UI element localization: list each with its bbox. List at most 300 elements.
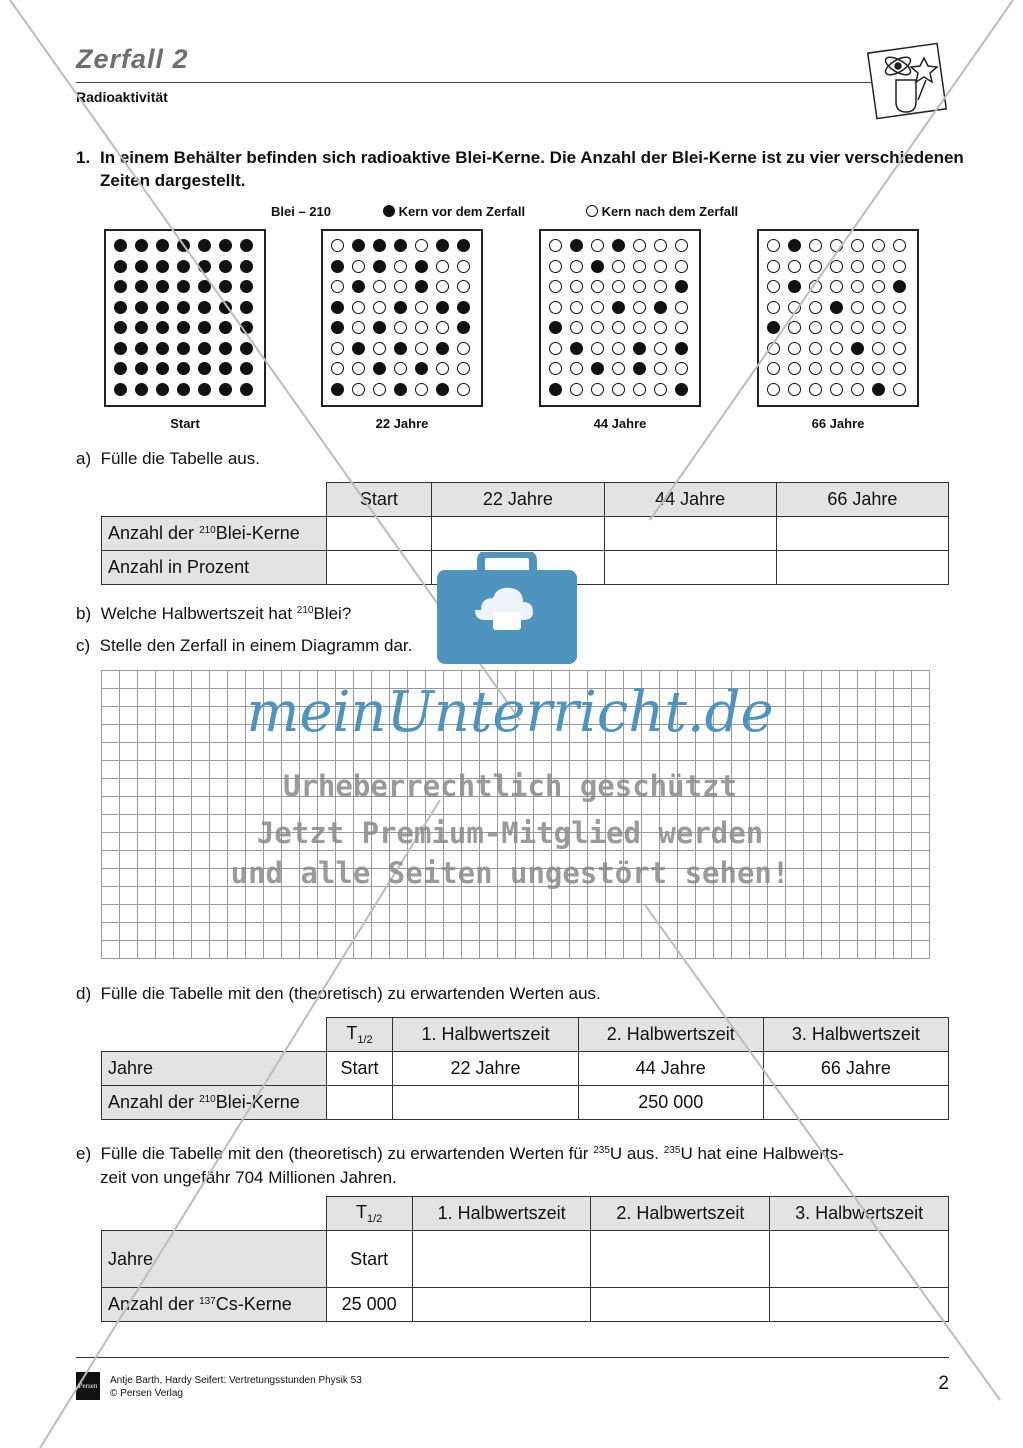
answer-cell[interactable] (604, 551, 776, 585)
table-d-row-label (102, 1086, 327, 1120)
answer-cell[interactable] (770, 1288, 949, 1322)
task-d-label: d) (76, 984, 92, 1003)
nucleus-empty (457, 260, 470, 273)
nucleus-filled (394, 342, 407, 355)
empty-dot-icon (586, 205, 598, 217)
nucleus-filled (219, 342, 232, 355)
nucleus-filled (331, 321, 344, 334)
row-label-prefix: Anzahl der (108, 523, 200, 543)
header-rule (76, 82, 876, 83)
task-c-label: c) (76, 636, 91, 655)
nucleus-empty (612, 383, 625, 396)
nucleus-filled (114, 260, 127, 273)
nucleus-empty (767, 239, 780, 252)
nucleus-filled (240, 383, 253, 396)
nucleus-empty (457, 280, 470, 293)
nucleus-filled (872, 383, 885, 396)
nucleus-filled (675, 342, 688, 355)
nucleus-filled (851, 342, 864, 355)
watermark-line3: und alle Seiten ungestört sehen! (230, 856, 790, 890)
nucleus-empty (633, 301, 646, 314)
legend-element: Blei – 210 (271, 204, 331, 219)
nucleus-empty (872, 280, 885, 293)
nucleus-empty (549, 280, 562, 293)
nucleus-empty (549, 362, 562, 375)
footer-credits (110, 1374, 362, 1400)
task-a-label: a) (76, 449, 92, 468)
nucleus-filled (331, 301, 344, 314)
nucleus-empty (331, 239, 344, 252)
nucleus-empty (654, 383, 667, 396)
table-a-header: 66 Jahre (776, 483, 948, 517)
nucleus-empty (394, 260, 407, 273)
nucleus-filled (135, 239, 148, 252)
table-d-cell: 250 000 (578, 1086, 763, 1120)
nucleus-filled (219, 362, 232, 375)
nucleus-filled (198, 280, 211, 293)
nucleus-filled (135, 362, 148, 375)
nucleus-filled (156, 260, 169, 273)
nucleus-filled (135, 321, 148, 334)
task-e-text-line2: zeit von ungefähr 704 Millionen Jahren. (100, 1168, 397, 1187)
nucleus-filled (436, 342, 449, 355)
nucleus-empty (893, 260, 906, 273)
t-subscript: 1/2 (366, 1213, 383, 1225)
nucleus-filled (240, 301, 253, 314)
nucleus-empty (436, 362, 449, 375)
table-d-header-t-half (326, 1018, 393, 1052)
nucleus-filled (373, 260, 386, 273)
nucleus-filled (114, 362, 127, 375)
nucleus-filled (240, 239, 253, 252)
nucleus-empty (830, 383, 843, 396)
nucleus-filled (240, 362, 253, 375)
answer-cell[interactable] (763, 1086, 948, 1120)
table-d-header: 3. Halbwertszeit (763, 1018, 948, 1052)
nucleus-empty (767, 280, 780, 293)
nucleus-empty (675, 321, 688, 334)
table-e-header: 2. Halbwertszeit (591, 1197, 770, 1231)
nucleus-empty (830, 239, 843, 252)
nucleus-grid-44 (539, 229, 701, 407)
nucleus-empty (788, 301, 801, 314)
table-a-header: 22 Jahre (432, 483, 604, 517)
nucleus-empty (570, 362, 583, 375)
nucleus-empty (893, 342, 906, 355)
nucleus-filled (177, 383, 190, 396)
nucleus-filled (457, 321, 470, 334)
table-a-header: 44 Jahre (604, 483, 776, 517)
nucleus-empty (830, 321, 843, 334)
nucleus-empty (633, 383, 646, 396)
worksheet-subtitle: Radioaktivität (76, 89, 168, 105)
task-b-text: Welche Halbwertszeit hat (100, 604, 297, 623)
table-e-header: 1. Halbwertszeit (412, 1197, 591, 1231)
task-1-number: 1. (76, 148, 91, 167)
nucleus-empty (675, 260, 688, 273)
legend-empty-label: Kern nach dem Zerfall (601, 204, 739, 219)
nucleus-empty (352, 362, 365, 375)
task-e-text: U aus. (609, 1144, 664, 1163)
answer-cell[interactable] (326, 551, 432, 585)
nucleus-empty (809, 280, 822, 293)
isotope-superscript: 210 (199, 1094, 216, 1105)
nucleus-grid-66 (757, 229, 919, 407)
nucleus-empty (809, 342, 822, 355)
t-symbol: T (355, 1202, 367, 1222)
nucleus-filled (394, 239, 407, 252)
nucleus-filled (135, 260, 148, 273)
table-d-header: 1. Halbwertszeit (393, 1018, 578, 1052)
answer-cell[interactable] (604, 517, 776, 551)
nucleus-filled (114, 383, 127, 396)
watermark-line1: Urheberrechtlich geschützt (283, 769, 737, 803)
nucleus-empty (591, 383, 604, 396)
nucleus-empty (352, 321, 365, 334)
nucleus-filled (549, 321, 562, 334)
nucleus-filled (394, 301, 407, 314)
nucleus-filled (114, 342, 127, 355)
table-a-row-label: Anzahl in Prozent (102, 551, 327, 585)
nucleus-filled (156, 342, 169, 355)
nucleus-filled (675, 280, 688, 293)
nucleus-empty (612, 280, 625, 293)
answer-cell[interactable] (776, 517, 948, 551)
nucleus-filled (219, 260, 232, 273)
nucleus-empty (331, 362, 344, 375)
nucleus-empty (809, 383, 822, 396)
nucleus-filled (135, 280, 148, 293)
nucleus-empty (591, 321, 604, 334)
nucleus-filled (156, 301, 169, 314)
nucleus-filled (219, 321, 232, 334)
nucleus-empty (549, 260, 562, 273)
task-e-text: U hat eine Halbwerts- (680, 1144, 844, 1163)
nucleus-empty (457, 342, 470, 355)
nucleus-filled (198, 362, 211, 375)
nucleus-empty (830, 362, 843, 375)
nucleus-empty (893, 239, 906, 252)
nucleus-filled (373, 362, 386, 375)
nucleus-empty (633, 321, 646, 334)
nucleus-empty (788, 321, 801, 334)
nucleus-empty (394, 280, 407, 293)
row-label-suffix: Blei-Kerne (215, 1092, 300, 1112)
task-b-label: b) (76, 604, 92, 623)
nucleus-filled (177, 342, 190, 355)
nucleus-filled (240, 280, 253, 293)
nucleus-empty (830, 342, 843, 355)
task-d (76, 984, 601, 1004)
answer-cell[interactable] (412, 1288, 591, 1322)
nucleus-empty (872, 301, 885, 314)
table-d-header: 2. Halbwertszeit (578, 1018, 763, 1052)
nucleus-filled (156, 362, 169, 375)
page-number: 2 (938, 1373, 949, 1394)
table-e-cell: Start (326, 1231, 412, 1288)
table-e-corner (102, 1197, 327, 1231)
nucleus-filled (177, 239, 190, 252)
nucleus-filled (394, 383, 407, 396)
nucleus-filled (415, 280, 428, 293)
row-label-prefix: Anzahl der (108, 1092, 200, 1112)
answer-cell[interactable] (432, 517, 604, 551)
table-e-row-label: Jahre (102, 1231, 327, 1288)
footer-copyright: © Persen Verlag (110, 1388, 183, 1399)
nucleus-empty (788, 383, 801, 396)
nucleus-empty (457, 362, 470, 375)
answer-cell[interactable] (776, 551, 948, 585)
table-e-header: 3. Halbwertszeit (770, 1197, 949, 1231)
nucleus-filled (352, 342, 365, 355)
nucleus-empty (851, 280, 864, 293)
nucleus-filled (198, 301, 211, 314)
task-e-label: e) (76, 1144, 92, 1163)
nucleus-empty (675, 301, 688, 314)
nucleus-empty (436, 260, 449, 273)
nucleus-empty (549, 301, 562, 314)
isotope-superscript: 210 (199, 525, 216, 536)
nucleus-filled (436, 301, 449, 314)
footer-authors: Antje Barth, Hardy Seifert: Vertretungsstunden Physik 53 (110, 1375, 362, 1386)
nucleus-empty (633, 239, 646, 252)
diagram-grid[interactable] (101, 670, 929, 962)
nucleus-empty (851, 239, 864, 252)
nucleus-empty (809, 260, 822, 273)
answer-cell[interactable] (591, 1231, 770, 1288)
atom-flask-icon (866, 40, 950, 120)
nucleus-empty (872, 260, 885, 273)
nucleus-empty (851, 383, 864, 396)
nucleus-filled (114, 239, 127, 252)
nucleus-empty (373, 280, 386, 293)
nucleus-empty (809, 362, 822, 375)
nucleus-filled (156, 239, 169, 252)
answer-cell[interactable] (326, 1086, 393, 1120)
answer-cell[interactable] (591, 1288, 770, 1322)
task-b (76, 604, 351, 624)
nucleus-filled (177, 280, 190, 293)
task-c (76, 636, 412, 656)
nucleus-filled (415, 362, 428, 375)
nucleus-filled (219, 280, 232, 293)
nucleus-empty (851, 362, 864, 375)
nucleus-empty (373, 301, 386, 314)
nucleus-filled (240, 342, 253, 355)
nucleus-empty (415, 342, 428, 355)
nucleus-empty (872, 342, 885, 355)
table-a-corner (102, 483, 327, 517)
nucleus-empty (415, 383, 428, 396)
nucleus-filled (156, 383, 169, 396)
nucleus-empty (767, 383, 780, 396)
nucleus-filled (177, 362, 190, 375)
nucleus-empty (767, 342, 780, 355)
isotope-superscript: 235 (593, 1145, 610, 1156)
nucleus-filled (675, 383, 688, 396)
nucleus-empty (591, 280, 604, 293)
nucleus-filled (198, 383, 211, 396)
nucleus-filled (352, 239, 365, 252)
nucleus-empty (830, 260, 843, 273)
table-d-corner (102, 1018, 327, 1052)
nucleus-filled (177, 301, 190, 314)
nucleus-filled (767, 321, 780, 334)
nucleus-empty (851, 321, 864, 334)
nucleus-empty (893, 383, 906, 396)
legend-empty (586, 204, 738, 219)
nucleus-filled (373, 239, 386, 252)
nucleus-filled (240, 321, 253, 334)
nucleus-empty (612, 260, 625, 273)
nucleus-grid-22 (321, 229, 483, 407)
table-e-header-t-half (326, 1197, 412, 1231)
nucleus-empty (394, 362, 407, 375)
nucleus-empty (591, 239, 604, 252)
nucleus-empty (809, 239, 822, 252)
task-b-text-end: Blei? (313, 604, 352, 623)
nucleus-filled (654, 301, 667, 314)
nucleus-empty (788, 362, 801, 375)
row-label-prefix: Anzahl der (108, 1294, 200, 1314)
legend-filled (383, 204, 525, 219)
footer-rule (76, 1357, 949, 1358)
nucleus-filled (591, 362, 604, 375)
nucleus-empty (872, 239, 885, 252)
nucleus-empty (893, 321, 906, 334)
answer-cell[interactable] (412, 1231, 591, 1288)
nucleus-empty (767, 260, 780, 273)
publisher-logo: Persen (76, 1372, 100, 1400)
nucleus-filled (612, 239, 625, 252)
table-a-header: Start (326, 483, 432, 517)
grid-label-start: Start (170, 416, 200, 431)
nucleus-empty (591, 342, 604, 355)
isotope-superscript: 210 (296, 605, 314, 616)
table-d-cell: Start (326, 1052, 393, 1086)
nucleus-empty (612, 321, 625, 334)
nucleus-filled (114, 280, 127, 293)
nucleus-empty (809, 321, 822, 334)
nucleus-filled (436, 239, 449, 252)
t-symbol: T (346, 1023, 358, 1043)
nucleus-filled (331, 383, 344, 396)
nucleus-empty (612, 362, 625, 375)
nucleus-empty (675, 239, 688, 252)
table-d-cell: 66 Jahre (763, 1052, 948, 1086)
task-e (76, 1139, 956, 1190)
table-d (101, 1017, 949, 1120)
table-e-cell: 25 000 (326, 1288, 412, 1322)
nucleus-filled (219, 301, 232, 314)
answer-cell[interactable] (770, 1231, 949, 1288)
nucleus-filled (114, 321, 127, 334)
watermark-brand: meinUnterricht.de (246, 680, 774, 745)
nucleus-empty (352, 301, 365, 314)
table-d-cell: 22 Jahre (393, 1052, 578, 1086)
nucleus-empty (373, 342, 386, 355)
table-d-cell: 44 Jahre (578, 1052, 763, 1086)
nucleus-filled (219, 383, 232, 396)
legend-filled-label: Kern vor dem Zerfall (398, 204, 526, 219)
table-a (101, 482, 949, 585)
nucleus-empty (570, 260, 583, 273)
nucleus-empty (549, 239, 562, 252)
table-e-row-label (102, 1288, 327, 1322)
nucleus-filled (570, 239, 583, 252)
nucleus-filled (114, 301, 127, 314)
nucleus-empty (591, 301, 604, 314)
task-1-text: In einem Behälter befinden sich radioaktive Blei-Kerne. Die Anzahl der Blei-Kerne ist zu vier verschiedenen Zeiten dargestellt. (100, 148, 964, 190)
nucleus-filled (156, 321, 169, 334)
nucleus-empty (549, 342, 562, 355)
nucleus-filled (830, 301, 843, 314)
table-d-row-label: Jahre (102, 1052, 327, 1086)
nucleus-empty (675, 362, 688, 375)
row-label-suffix: Cs-Kerne (215, 1294, 292, 1314)
nucleus-empty (654, 342, 667, 355)
answer-cell[interactable] (393, 1086, 578, 1120)
isotope-superscript: 137 (199, 1296, 216, 1307)
nucleus-filled (198, 239, 211, 252)
task-d-text: Fülle die Tabelle mit den (theoretisch) zu erwartenden Werten aus. (100, 984, 601, 1003)
nucleus-filled (549, 383, 562, 396)
nucleus-empty (767, 362, 780, 375)
isotope-superscript: 235 (663, 1145, 681, 1156)
nucleus-empty (331, 342, 344, 355)
nucleus-empty (654, 239, 667, 252)
nucleus-empty (893, 301, 906, 314)
nucleus-filled (352, 280, 365, 293)
nucleus-filled (177, 321, 190, 334)
nucleus-empty (570, 383, 583, 396)
nucleus-empty (457, 383, 470, 396)
nucleus-filled (633, 342, 646, 355)
nucleus-empty (654, 260, 667, 273)
nucleus-filled (156, 280, 169, 293)
nucleus-filled (591, 260, 604, 273)
task-c-text: Stelle den Zerfall in einem Diagramm dar. (99, 636, 413, 655)
nucleus-empty (570, 280, 583, 293)
nucleus-filled (788, 239, 801, 252)
nucleus-filled (457, 239, 470, 252)
nucleus-filled (331, 260, 344, 273)
answer-cell[interactable] (432, 551, 604, 585)
answer-cell[interactable] (326, 517, 432, 551)
nucleus-filled (177, 260, 190, 273)
nucleus-empty (851, 301, 864, 314)
nucleus-filled (135, 383, 148, 396)
nucleus-empty (654, 280, 667, 293)
nucleus-filled (373, 321, 386, 334)
nucleus-empty (654, 362, 667, 375)
task-a-text: Fülle die Tabelle aus. (100, 449, 260, 468)
nucleus-filled (893, 280, 906, 293)
nucleus-filled (457, 301, 470, 314)
row-label-suffix: Blei-Kerne (215, 523, 300, 543)
nucleus-filled (612, 301, 625, 314)
nucleus-filled (198, 321, 211, 334)
task-1 (76, 146, 976, 194)
nucleus-empty (394, 321, 407, 334)
nucleus-empty (436, 321, 449, 334)
nucleus-empty (633, 280, 646, 293)
nucleus-empty (570, 321, 583, 334)
nucleus-empty (415, 301, 428, 314)
nucleus-filled (570, 342, 583, 355)
nucleus-empty (893, 362, 906, 375)
nucleus-filled (240, 260, 253, 273)
